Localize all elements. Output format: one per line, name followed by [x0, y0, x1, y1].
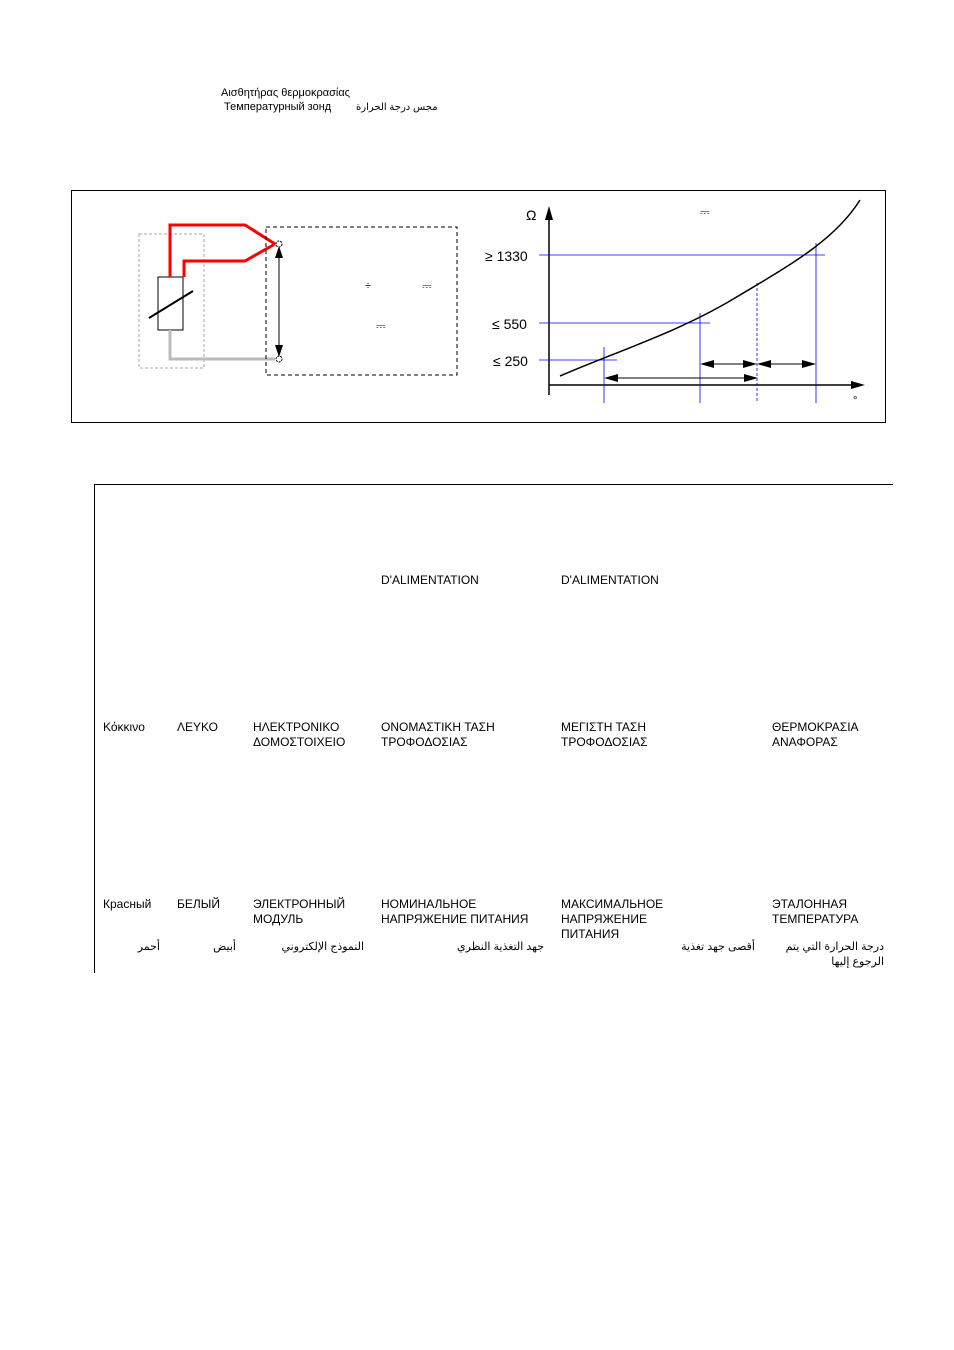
- module-box: [266, 227, 457, 375]
- y-axis-unit: Ω: [526, 207, 537, 223]
- arabic-cell-ref-temp: درجة الحرارة التي يتم الرجوع إليها: [785, 941, 884, 968]
- heading-russian: Температурный зонд: [224, 101, 332, 113]
- greek-cell-red: Κόκκινο: [103, 720, 145, 734]
- red-wire-bottom: [184, 244, 275, 277]
- range-arrows: [604, 360, 816, 382]
- dc-symbol-1: ⎓: [422, 279, 432, 293]
- graph-dc-symbol: ⎓: [700, 205, 710, 219]
- red-wire-top: [170, 225, 275, 277]
- greek-cell-module: ΗΛΕΚΤΡΟΝΙΚΟ ΔΟΜΟΣΤΟΙΧΕΙΟ: [253, 720, 346, 749]
- russian-cell-ref-temp: ЭТАЛОННАЯ ТЕМПЕРАТУРА: [772, 897, 859, 926]
- diagram: [0, 0, 954, 440]
- arabic-cell-nominal-voltage: جهد التغذية النظري: [457, 941, 544, 953]
- y-tick-250: ≤ 250: [493, 353, 528, 369]
- resistance-curve: [560, 200, 860, 376]
- russian-cell-max-voltage: МАКСИМАЛЬНОЕ НАПРЯЖЕНИЕ ПИТАНИЯ: [561, 897, 664, 941]
- header-col4: D'ALIMENTATION: [381, 573, 479, 587]
- header-col5: D'ALIMENTATION: [561, 573, 659, 587]
- greek-cell-nominal-voltage: ΟΝΟΜΑΣΤΙΚΗ ΤΑΣΗ ΤΡΟΦΟΔΟΣΙΑΣ: [381, 720, 495, 749]
- russian-cell-white: БЕЛЫЙ: [177, 897, 221, 911]
- greek-cell-max-voltage: ΜΕΓΙΣΤΗ ΤΑΣΗ ΤΡΟΦΟΔΟΣΙΑΣ: [561, 720, 648, 749]
- arabic-cell-red: أحمر: [137, 941, 160, 953]
- guide-lines: [539, 243, 825, 403]
- arabic-cell-module: النموذج الإلكتروني: [281, 941, 364, 953]
- y-tick-550: ≤ 550: [492, 316, 527, 332]
- y-tick-1330: ≥ 1330: [485, 248, 528, 264]
- grey-wire: [170, 330, 275, 359]
- russian-cell-nominal-voltage: НОМИНАЛЬНОЕ НАПРЯЖЕНИЕ ПИТАНИЯ: [381, 897, 529, 926]
- arrow-up: [275, 246, 283, 258]
- arabic-cell-max-voltage: أقصى جهد تغذية: [681, 941, 755, 953]
- arrow-down: [275, 345, 283, 357]
- heading-greek: Αισθητήρας θερμοκρασίας: [221, 87, 350, 99]
- greek-cell-white: ΛΕΥΚΟ: [177, 720, 218, 734]
- plus-minus-symbol: ÷: [365, 280, 372, 292]
- russian-cell-module: ЭЛЕКТРОННЫЙ МОДУЛЬ: [253, 897, 346, 926]
- dc-symbol-2: ⎓: [376, 319, 386, 333]
- x-axis-arrow: [851, 381, 865, 389]
- heading-arabic: مجس درجة الحرارة: [356, 102, 438, 113]
- y-axis-arrow: [545, 206, 553, 220]
- thermistor-body: [158, 277, 183, 330]
- x-axis-unit: °: [853, 395, 858, 407]
- greek-cell-ref-temp: ΘΕΡΜΟΚΡΑΣΙΑ ΑΝΑΦΟΡΑΣ: [772, 720, 859, 749]
- russian-cell-red: Красный: [103, 897, 152, 911]
- arabic-cell-white: أبيض: [213, 941, 236, 953]
